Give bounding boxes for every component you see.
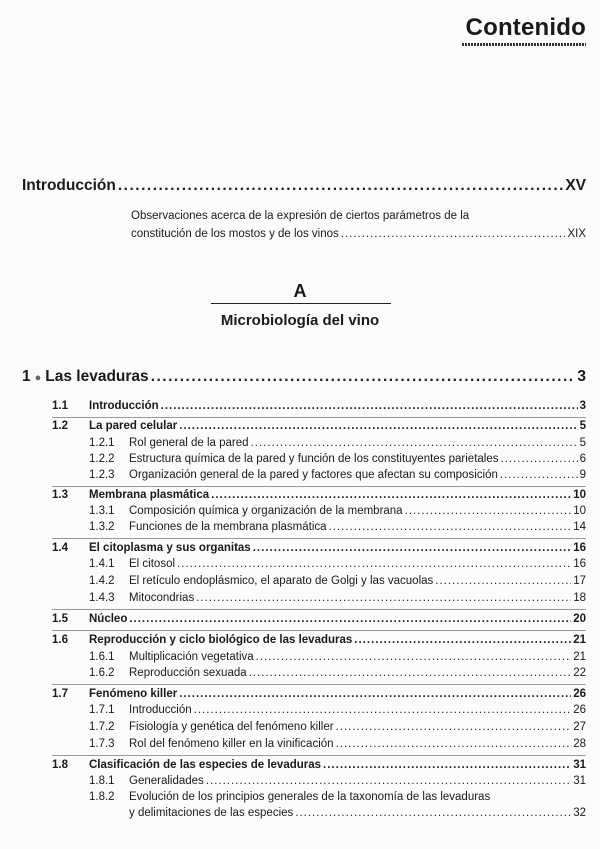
subsection-page: 9 [579,469,586,481]
subsection-page: 17 [573,575,586,587]
toc-section-1-8[interactable] [52,759,586,771]
subsection-page: 31 [573,775,586,787]
section-page: 20 [573,613,586,625]
dot-leader [161,400,578,412]
bullet-icon: ● [34,372,42,384]
section-label: Membrana plasmática [89,489,210,501]
toc-subsection-1-2-1[interactable] [89,437,586,449]
section-separator [52,684,586,685]
toc-page: XIX [567,228,586,240]
section-label: La pared celular [89,420,178,432]
dot-leader [251,437,578,449]
dot-leader [256,651,572,663]
section-page: 10 [573,489,586,501]
subsection-number: 1.7.2 [89,721,115,733]
subsection-page: 22 [573,667,586,679]
toc-section-1-7[interactable] [52,688,586,700]
dot-leader [329,521,572,533]
toc-subsection-1-8-2[interactable] [129,807,586,819]
dot-leader [179,420,577,432]
subsection-number: 1.2.3 [89,469,115,481]
toc-section-1-2[interactable] [52,420,586,432]
section-separator [52,486,586,487]
part-letter: A [293,281,307,301]
dot-leader [323,759,571,771]
dot-leader [129,613,571,625]
section-separator [52,538,586,539]
toc-section-1-1[interactable] [52,400,586,412]
toc-page: XV [565,177,586,194]
dot-leader [354,634,571,646]
toc-section-1-4[interactable] [52,542,586,554]
dot-leader [179,688,571,700]
subsection-label: Multiplicación vegetativa [129,651,254,663]
dot-leader [341,228,566,240]
section-page: 31 [573,759,586,771]
dot-leader [253,542,572,554]
toc-subsection-1-7-3[interactable] [89,738,586,750]
toc-subsection-1-7-2[interactable] [89,721,586,733]
subsection-page: 18 [573,592,586,604]
toc-subsection-1-3-2[interactable] [89,521,586,533]
dot-leader [336,738,572,750]
section-number: 1.1 [52,400,68,412]
subsection-label: Estructura química de la pared y función de los constituyentes parietales [129,453,499,465]
subsection-label: Mitocondrias [129,592,195,604]
dot-leader [118,177,563,195]
part-divider [211,303,391,304]
subsection-page: 21 [573,651,586,663]
dot-leader [177,558,571,570]
subsection-label: Evolución de los principios generales de la taxonomía de las levaduras [129,791,491,803]
dot-leader [500,469,578,481]
subsection-page: 27 [573,721,586,733]
section-separator [52,417,586,418]
subsection-number: 1.6.2 [89,667,115,679]
dot-leader [249,667,572,679]
title-underline [462,43,586,46]
dot-leader [500,453,577,465]
dot-leader [295,807,571,819]
toc-subsection-1-8-2-line1[interactable] [89,791,586,803]
toc-entry-observaciones[interactable] [131,228,586,240]
toc-chapter-1[interactable] [22,368,586,386]
toc-section-1-5[interactable] [52,613,586,625]
section-number: 1.8 [52,759,68,771]
subsection-number: 1.2.2 [89,453,115,465]
section-number: 1.5 [52,613,68,625]
page-title: Contenido [465,14,586,41]
subsection-number: 1.3.2 [89,521,115,533]
subsection-number: 1.4.3 [89,592,115,604]
toc-label: constitución de los mostos y de los vinos [131,228,339,240]
toc-label: Introducción [22,177,116,194]
subsection-page: 6 [579,453,586,465]
subsection-page: 5 [579,437,586,449]
toc-subsection-1-7-1[interactable] [89,704,586,716]
section-number: 1.7 [52,688,68,700]
section-number: 1.6 [52,634,68,646]
section-page: 21 [573,634,586,646]
subsection-number: 1.4.1 [89,558,115,570]
section-number: 1.4 [52,542,68,554]
section-label: El citoplasma y sus organitas [89,542,251,554]
subsection-label: Introducción [129,704,192,716]
subsection-label: Reproducción sexuada [129,667,247,679]
subsection-page: 26 [573,704,586,716]
subsection-number: 1.8.1 [89,775,115,787]
section-separator [52,609,586,610]
section-label: Fenómeno killer [89,688,178,700]
dot-leader [151,368,576,386]
subsection-label: Funciones de la membrana plasmática [129,521,327,533]
subsection-label: El citosol [129,558,176,570]
section-separator [52,755,586,756]
section-number: 1.2 [52,420,68,432]
subsection-label: Organización general de la pared y factores que afectan su composición [129,469,498,481]
subsection-label-continued: y delimitaciones de las especies [129,807,294,819]
chapter-number: 1 [22,368,31,385]
part-title: Microbiología del vino [220,312,380,329]
section-page: 3 [579,400,586,412]
dot-leader [211,489,571,501]
dot-leader [194,704,572,716]
subsection-label: Rol del fenómeno killer en la vinificación [129,738,334,750]
section-page: 16 [573,542,586,554]
dot-leader [435,575,571,587]
toc-subsection-1-4-3[interactable] [89,592,586,604]
toc-section-1-3[interactable] [52,489,586,501]
toc-observaciones-line1: Observaciones acerca de la expresión de ciertos parámetros de la [131,210,470,222]
subsection-label: Composición química y organización de la membrana [129,505,403,517]
chapter-page: 3 [577,368,586,385]
subsection-number: 1.7.3 [89,738,115,750]
dot-leader [206,775,571,787]
subsection-label: Fisiología y genética del fenómeno killer [129,721,334,733]
subsection-number: 1.7.1 [89,704,115,716]
section-number: 1.3 [52,489,68,501]
section-label: Reproducción y ciclo biológico de las levaduras [89,634,353,646]
chapter-title: Las levaduras [45,368,149,385]
subsection-number: 1.6.1 [89,651,115,663]
toc-subsection-1-4-1[interactable] [89,558,586,570]
section-label: Núcleo [89,613,128,625]
dot-leader [336,721,572,733]
toc-subsection-1-3-1[interactable] [89,505,586,517]
subsection-number: 1.2.1 [89,437,115,449]
toc-subsection-1-8-1[interactable] [89,775,586,787]
subsection-number: 1.8.2 [89,791,115,803]
subsection-label: Generalidades [129,775,204,787]
subsection-number: 1.3.1 [89,505,115,517]
toc-entry-introduccion[interactable] [22,177,586,195]
subsection-label: El retículo endoplásmico, el aparato de Golgi y las vacuolas [129,575,434,587]
toc-subsection-1-6-1[interactable] [89,651,586,663]
toc-subsection-1-2-3[interactable] [89,469,586,481]
section-label: Clasificación de las especies de levaduras [89,759,322,771]
subsection-page: 32 [573,807,586,819]
subsection-label: Rol general de la pared [129,437,249,449]
toc-section-1-6[interactable] [52,634,586,646]
dot-leader [405,505,572,517]
subsection-page: 14 [573,521,586,533]
section-page: 26 [573,688,586,700]
section-page: 5 [579,420,586,432]
toc-subsection-1-4-2[interactable] [89,575,586,587]
toc-subsection-1-6-2[interactable] [89,667,586,679]
dot-leader [196,592,571,604]
subsection-page: 16 [573,558,586,570]
subsection-page: 28 [573,738,586,750]
toc-subsection-1-2-2[interactable] [89,453,586,465]
section-label: Introducción [89,400,159,412]
section-separator [52,630,586,631]
subsection-number: 1.4.2 [89,575,115,587]
subsection-page: 10 [573,505,586,517]
